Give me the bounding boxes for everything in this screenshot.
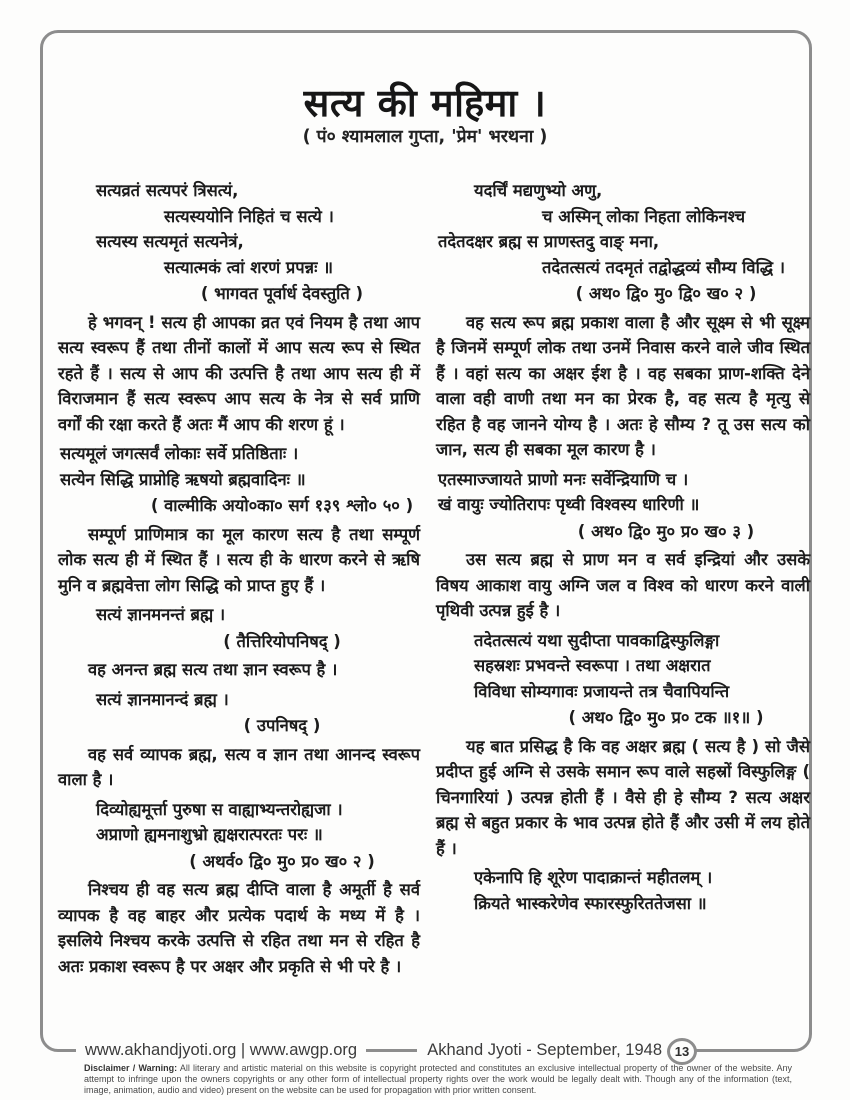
verse-line: एतस्माज्जायते प्राणो मनः सर्वेन्द्रियाणि च । (438, 469, 689, 489)
verse-block (58, 687, 420, 713)
verse-line: सत्येन सिद्धि प्राप्नोहि ऋषयो ब्रह्मवादिनः ॥ (60, 469, 306, 489)
verse-line: सत्यस्य सत्यमृतं सत्यनेत्रं, (96, 232, 244, 251)
paragraph: यह बात प्रसिद्ध है कि वह अक्षर ब्रह्म ( सत्य है ) सो जैसे प्रदीप्त हुई अग्नि से उसके समान रूप वाले सहस्रों विस्फुलिङ्ग ( चिनगारियां ) उत्पन्न होती हैं । वैसे ही हे सौम्य ? सत्य अक्षर ब्रह्म से बहुत प्रकार के भाव उत्पन्न होते हैं और उसी में लय होते हैं । (436, 736, 810, 858)
scripture-citation: ( अथ० द्वि० मु० द्वि० ख० २ ) (575, 284, 757, 303)
left-column (58, 174, 420, 982)
footer-website-links[interactable]: www.akhandjyoti.org | www.awgp.org (76, 1041, 366, 1060)
verse-line: विविधा सोम्यगावः प्रजायन्ते तत्र चैवापियन्ति (474, 681, 730, 701)
paragraph: उस सत्य ब्रह्म से प्राण मन व सर्व इन्द्रियां और उसके विषय आकाश वायु अग्नि जल व विश्व को धारण करने वाली पृथिवी उत्पन्न हुई है । (436, 550, 810, 620)
disclaimer-label: Disclaimer / Warning: (84, 1063, 178, 1073)
verse-line: खं वायुः ज्योतिरापः पृथ्वी विश्वस्य धारिणी ॥ (438, 495, 700, 514)
paragraph: हे भगवन् ! सत्य ही आपका व्रत एवं नियम है तथा आप सत्य स्वरूप हैं तथा तीनों कालों में आप सत्य रूप से स्थित रहते हैं । सत्य से आप की उत्पत्ति है तथा आप सत्य ही में विराजमान हैं सत्य स्वरूप आप सत्य के नेत्र से सर्व प्राणि वर्गों की रक्षा करते हैं अतः मैं आप की शरण हूं । (58, 312, 420, 434)
verse-block (58, 602, 420, 628)
paragraph: वह सर्व व्यापक ब्रह्म, सत्य व ज्ञान तथा आनन्द स्वरूप वाला है । (58, 744, 420, 789)
article-body (58, 174, 810, 982)
verse-line: सत्यमूलं जगत्सर्वं लोकाः सर्वे प्रतिष्ठिताः । (60, 444, 299, 463)
scripture-citation: ( तैत्तिरियोपनिषद् ) (223, 631, 341, 651)
verse-line: तदेतत्सत्यं यथा सुदीप्ता पावकाद्विस्फुलिङ्गा (474, 630, 720, 650)
right-column (436, 174, 810, 982)
verse-block (436, 178, 810, 280)
verse-line: दिव्योह्यमूर्त्ता पुरुषा स वाह्याभ्यन्तरोह्यजा । (96, 799, 343, 819)
verse-block (58, 797, 420, 848)
paragraph: वह सत्य रूप ब्रह्म प्रकाश वाला है और सूक्ष्म से भी सूक्ष्म है जिनमें सम्पूर्ण लोक तथा उनमें निवास करने वाले जीव स्थित हैं । वहां सत्य का अक्षर ईश है । वह सबका प्राण-शक्ति देने वाला वही वाणी तथा मन का प्रेरक है, वह सत्य है मृत्यु से रहित है वह जानने योग्य है । अतः हे सौम्य ? तू उस सत्य को जान, सत्य ही सबका मूल कारण है । (436, 312, 810, 459)
verse-block (436, 467, 810, 518)
footer-disclaimer (84, 1063, 792, 1096)
scripture-citation: ( अथ० द्वि० मु० प्र० टक ॥१॥ ) (568, 708, 764, 727)
verse-block (436, 628, 810, 705)
article-author-line: ( पं० श्यामलाल गुप्ता, 'प्रेम' भरथना ) (302, 127, 548, 147)
verse-line: सत्यं ज्ञानमनन्तं ब्रह्म । (96, 605, 226, 624)
scripture-citation: ( अथ० द्वि० मु० प्र० ख० ३ ) (577, 521, 755, 541)
verse-line: सत्यव्रतं सत्यपरं त्रिसत्यं, (96, 181, 239, 200)
paragraph: सम्पूर्ण प्राणिमात्र का मूल कारण सत्य है तथा सम्पूर्ण लोक सत्य ही में स्थित हैं । सत्य ही के धारण करने से ऋषि मुनि व ब्रह्मवेत्ता लोग सिद्धि को प्राप्त हुए हैं । (58, 524, 420, 595)
verse-line: च अस्मिन् लोका निहता लोकिनश्च (542, 206, 746, 226)
paragraph: वह अनन्त ब्रह्म सत्य तथा ज्ञान स्वरूप है । (88, 660, 338, 679)
page-number-badge: 13 (667, 1038, 697, 1065)
verse-line: क्रियते भास्करेणेव स्फारस्फुरिततेजसा ॥ (474, 893, 707, 913)
disclaimer-text: All literary and artistic material on this website is copyright protected and constitutes an exclusive intellectual property of the owner of the website. Any attempt to infringe upon the owners copyrights or any other form of intellectual property rights over the work would be legally dealt with. Though any of the information (text, image, animation, audio and video) present on the website can be used for propagation with prior written consent. (84, 1063, 793, 1095)
paragraph: निश्चय ही वह सत्य ब्रह्म दीप्ति वाला है अमूर्ती है सर्व व्यापक है वह बाहर और प्रत्येक पदार्थ के मध्य में है । इसलिये निश्चय करके उत्पत्ति से रहित तथा मन से रहित है अतः प्रकाश स्वरूप है पर अक्षर और प्रकृति से भी परे है । (58, 880, 420, 976)
verse-line: तदेतदक्षर ब्रह्म स प्राणस्तदु वाङ् मना, (438, 232, 660, 251)
verse-line: सहस्रशः प्रभवन्ते स्वरूपा । तथा अक्षरात (474, 656, 711, 675)
scripture-citation: ( अथर्व० द्वि० मु० प्र० ख० २ ) (189, 851, 375, 871)
article-title: सत्य की महिमा । (303, 81, 547, 125)
scripture-citation: ( वाल्मीकि अयो०का० सर्ग १३९ श्लो० ५० ) (150, 496, 414, 515)
verse-block (58, 441, 420, 492)
verse-line: सत्यात्मकं त्वां शरणं प्रपन्नः ॥ (164, 257, 334, 277)
scripture-citation: ( भागवत पूर्वार्ध देवस्तुति ) (200, 284, 364, 303)
footer-issue-label: Akhand Jyoti - September, 1948 (417, 1041, 672, 1060)
scripture-citation: ( उपनिषद् ) (243, 716, 321, 735)
verse-line: अप्राणो ह्यमनाशुभ्रो ह्यक्षरात्परतः परः ॥ (96, 825, 323, 844)
verse-line: सत्यं ज्ञानमानन्दं ब्रह्म । (96, 689, 229, 709)
verse-line: एकेनापि हि शूरेण पादाक्रान्तं महीतलम् । (474, 868, 713, 887)
verse-line: यदर्चिं मद्यणुभ्यो अणु, (474, 181, 603, 200)
verse-line: सत्यस्ययोनि निहितं च सत्ये । (164, 206, 334, 226)
verse-block (436, 865, 810, 916)
verse-line: तदेतत्सत्यं तदमृतं तद्वोद्धव्यं सौम्य विद्धि । (542, 257, 786, 277)
verse-block (58, 178, 420, 280)
